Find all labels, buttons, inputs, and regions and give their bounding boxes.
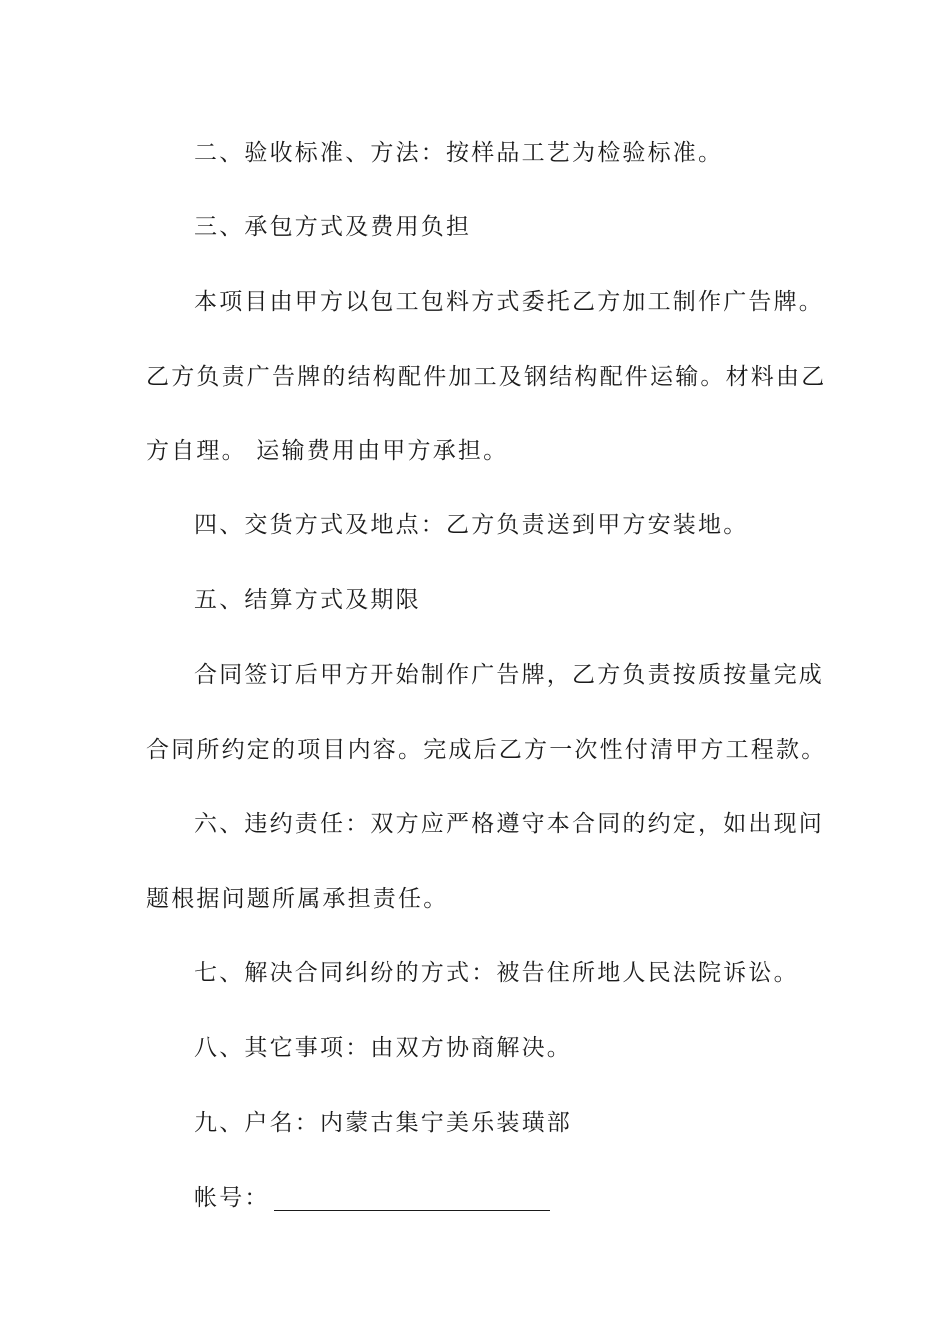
account-number-row [194,1183,550,1213]
clause-4-delivery: 四、交货方式及地点：乙方负责送到甲方安装地。 [194,512,749,538]
clause-5-paragraph-line-2: 合同所约定的项目内容。完成后乙方一次性付清甲方工程款。 [146,737,827,763]
clause-6-liability-line-2: 题根据问题所属承担责任。 [146,886,449,912]
account-number-blank[interactable] [274,1188,550,1211]
clause-9-account-name: 九、户名：内蒙古集宁美乐装璜部 [194,1110,572,1136]
clause-5-heading: 五、结算方式及期限 [194,587,421,613]
account-number-label: 帐号： [194,1185,270,1211]
clause-2-acceptance: 二、验收标准、方法：按样品工艺为检验标准。 [194,140,724,166]
clause-7-disputes: 七、解决合同纠纷的方式：被告住所地人民法院诉讼。 [194,960,799,986]
clause-3-paragraph-line-3: 方自理。 运输费用由甲方承担。 [146,438,509,464]
clause-5-paragraph-line-1: 合同签订后甲方开始制作广告牌，乙方负责按质按量完成 [194,662,824,688]
clause-6-liability-line-1: 六、违约责任：双方应严格遵守本合同的约定，如出现问 [194,811,824,837]
clause-3-paragraph-line-2: 乙方负责广告牌的结构配件加工及钢结构配件运输。材料由乙 [146,364,827,390]
clause-3-heading: 三、承包方式及费用负担 [194,214,472,240]
clause-8-other-matters: 八、其它事项：由双方协商解决。 [194,1035,572,1061]
clause-3-paragraph-line-1: 本项目由甲方以包工包料方式委托乙方加工制作广告牌。 [194,289,824,315]
